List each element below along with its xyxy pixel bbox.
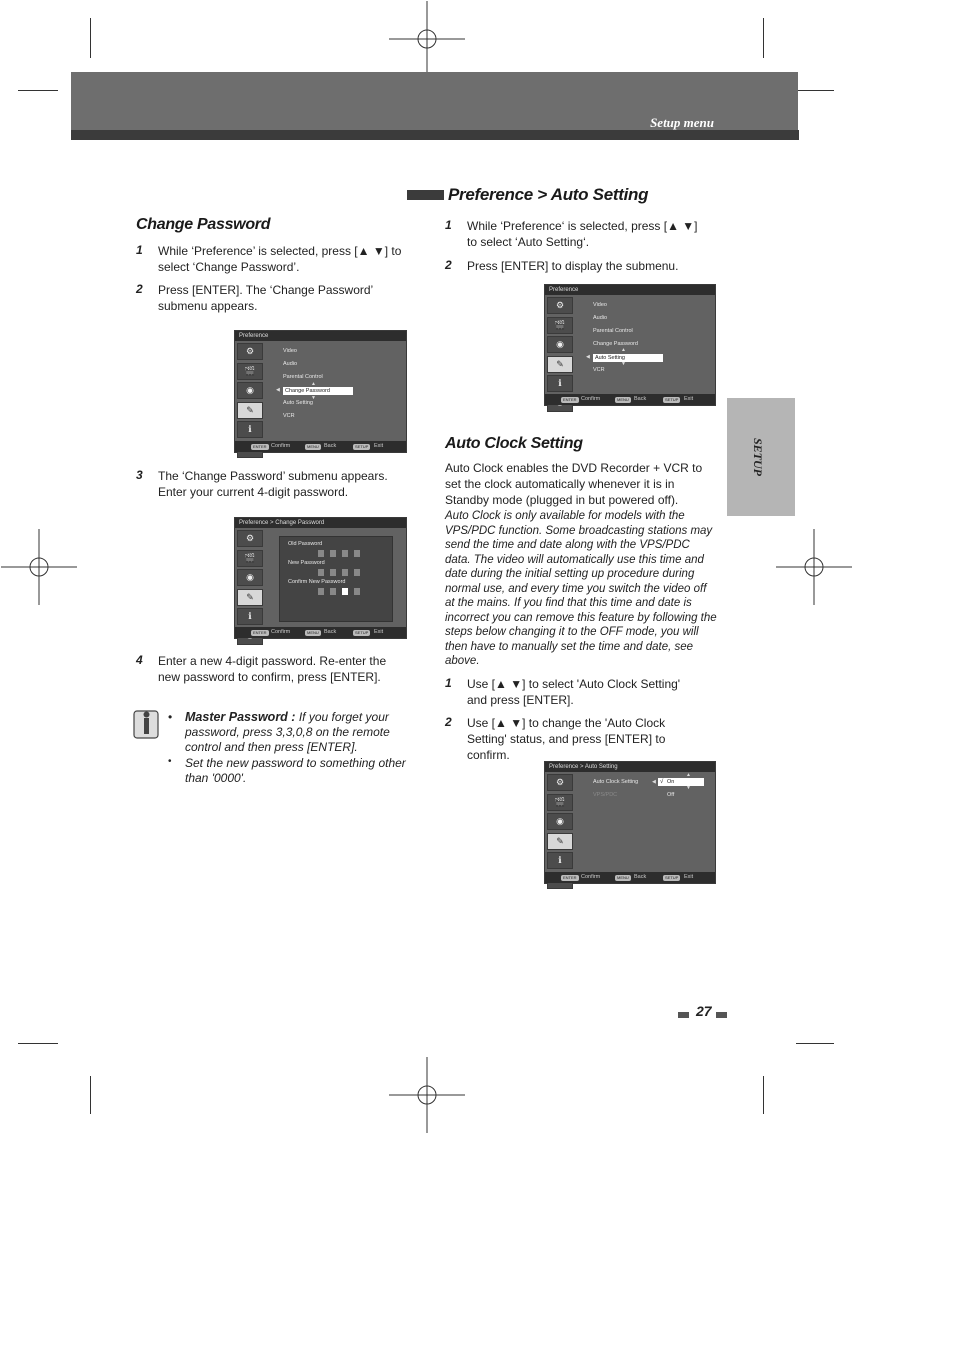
down-arrow-icon: ▼ (621, 361, 626, 367)
screen-title: Preference (235, 331, 406, 341)
note-text (185, 710, 407, 755)
disc-icon: ◉ (547, 813, 573, 830)
enter-label: Confirm (271, 443, 291, 449)
menu-item: VCR (593, 367, 605, 373)
step-number: 1 (445, 676, 452, 690)
crop-mark (90, 18, 91, 58)
password-digit (318, 588, 324, 595)
up-arrow-icon: ▲ (686, 772, 691, 778)
setup-label: Exit (374, 629, 384, 635)
setup-label: Exit (374, 443, 384, 449)
auto-clock-heading: Auto Clock Setting (445, 435, 583, 452)
page-number-marker (678, 1012, 689, 1018)
page-number: 27 (696, 1003, 712, 1019)
page-header-rule (71, 130, 799, 140)
master-password-title: Master Password : (185, 710, 296, 724)
crop-mark (763, 18, 764, 58)
crop-mark (90, 1076, 91, 1114)
registration-mark (1, 529, 77, 605)
step-number: 2 (445, 715, 452, 729)
setup-label: Exit (684, 396, 694, 402)
screen-footer (545, 872, 715, 883)
password-digit (342, 569, 348, 576)
disc-icon: ◉ (237, 569, 263, 586)
enter-label: Confirm (581, 396, 601, 402)
up-arrow-icon: ▲ (311, 381, 316, 387)
screen-footer (235, 627, 406, 638)
auto-clock-screen (544, 761, 716, 884)
note-info-icon (133, 708, 161, 740)
menu-item: VCR (283, 413, 295, 419)
info-icon: ℹ (547, 852, 573, 869)
down-arrow-icon: ▼ (686, 785, 691, 791)
note-bullet: • (168, 710, 173, 724)
enter-label: Confirm (581, 874, 601, 880)
password-panel (279, 536, 393, 622)
menu-key: MENU (617, 396, 629, 402)
step-text: While ‘Preference‘ is selected, press [▲ ▼] to select ‘Auto Setting‘. (467, 219, 698, 249)
step-number: 4 (136, 653, 143, 667)
preference-icon: ✎ (547, 833, 573, 850)
setup-key: SETUP (665, 874, 679, 880)
enter-key: ENTER (253, 629, 267, 635)
password-digit (318, 550, 324, 557)
menu-key: MENU (307, 629, 319, 635)
step-text: Enter a new 4-digit password. Re-enter the new password to confirm, press [ENTER]. (158, 654, 387, 684)
menu-label: Back (634, 874, 647, 880)
menu-list (283, 345, 353, 423)
screen-footer (235, 441, 406, 452)
side-tab-label: SETUP (751, 438, 765, 477)
step-text: Press [ENTER]. The ‘Change Password’ submenu appears. (158, 283, 373, 313)
screen-title: Preference (545, 285, 715, 295)
enter-key: ENTER (563, 396, 577, 402)
menu-item: Parental Control (283, 374, 323, 380)
password-digit (342, 588, 348, 595)
enter-label: Confirm (271, 629, 291, 635)
setup-label: Exit (684, 874, 694, 880)
setup-gears-icon: ⚙ (237, 343, 263, 360)
auto-setting-heading: Preference > Auto Setting (448, 185, 649, 204)
crop-mark (796, 1043, 834, 1044)
menu-item-selected: Change Password (283, 387, 353, 395)
info-icon: ℹ (237, 421, 263, 438)
disc-icon: ◉ (237, 382, 263, 399)
auto-clock-intro: Auto Clock enables the DVD Recorder + VCR to set the clock automatically whenever it is in Standby mode (plugged in but powered off). (445, 461, 703, 507)
menu-item: Video (283, 348, 297, 354)
setup-gears-icon: ⚙ (237, 530, 263, 547)
password-digit (318, 569, 324, 576)
left-arrow-icon: ◀ (652, 779, 656, 785)
menu-key: MENU (307, 443, 319, 449)
change-password-screen (234, 517, 407, 639)
change-password-heading: Change Password (136, 216, 271, 233)
menu-list (593, 299, 663, 377)
menu-item: Audio (283, 361, 298, 367)
password-digit (330, 550, 336, 557)
registration-mark (389, 1, 465, 77)
setting-value: On (667, 779, 675, 785)
menu-screen-change-password (234, 330, 407, 453)
step-text: The ‘Change Password’ submenu appears. Enter your current 4-digit password. (158, 469, 388, 499)
setup-key: SETUP (355, 443, 369, 449)
preference-icon: ✎ (547, 356, 573, 373)
password-digit (354, 550, 360, 557)
menu-label: Back (324, 629, 337, 635)
password-digit (354, 569, 360, 576)
menu-label: Back (634, 396, 647, 402)
screen-footer (545, 394, 715, 405)
step-text: Use [▲ ▼] to select 'Auto Clock Setting' and press [ENTER]. (467, 677, 681, 707)
registration-mark (776, 529, 852, 605)
left-arrow-icon: ◀ (276, 387, 280, 393)
up-arrow-icon: ▲ (621, 347, 626, 353)
setup-key: SETUP (355, 629, 369, 635)
screen-title: Preference > Change Password (235, 518, 406, 528)
preference-icon: ✎ (237, 589, 263, 606)
step-text: While ‘Preference’ is selected, press [▲ ▼] to select ‘Change Password’. (158, 244, 402, 274)
clapper-icon: 🎬 (237, 550, 263, 567)
setting-value-box (658, 778, 704, 786)
step-number: 3 (136, 468, 143, 482)
crop-mark (18, 90, 58, 91)
crop-mark (18, 1043, 58, 1044)
crop-mark (796, 90, 834, 91)
menu-item: Video (593, 302, 607, 308)
down-arrow-icon: ▼ (311, 395, 316, 401)
step-text: Use [▲ ▼] to change the 'Auto Clock Setting' status, and press [ENTER] to confirm. (467, 716, 666, 762)
menu-screen-auto-setting (544, 284, 716, 406)
menu-item: Parental Control (593, 328, 633, 334)
menu-item: Auto Setting (283, 400, 313, 406)
note-text: Set the new password to something other than '0000'. (185, 756, 406, 785)
info-icon: ℹ (237, 608, 263, 625)
disc-icon: ◉ (547, 336, 573, 353)
screen-title: Preference > Auto Setting (545, 762, 715, 772)
registration-mark (389, 1057, 465, 1133)
preference-icon: ✎ (237, 402, 263, 419)
setting-label: Auto Clock Setting (593, 779, 639, 785)
setup-gears-icon: ⚙ (547, 297, 573, 314)
menu-item-selected: Auto Setting (593, 354, 663, 362)
setup-key: SETUP (665, 396, 679, 402)
step-number: 1 (445, 218, 452, 232)
enter-key: ENTER (253, 443, 267, 449)
setup-side-tab (727, 398, 795, 516)
password-label: Confirm New Password (288, 579, 346, 585)
menu-label: Back (324, 443, 337, 449)
crop-mark (763, 1076, 764, 1114)
master-password-text: If you forget your password, press 3,3,0,8 on the remote control and then press [ENTER]. (185, 710, 390, 754)
page-number-marker (716, 1012, 727, 1018)
password-digit (342, 550, 348, 557)
menu-key: MENU (617, 874, 629, 880)
menu-item: Audio (593, 315, 608, 321)
menu-item: Change Password (593, 341, 638, 347)
check-icon: √ (660, 779, 664, 785)
setup-gears-icon: ⚙ (547, 774, 573, 791)
clapper-icon: 🎬 (547, 794, 573, 811)
password-label: New Password (288, 560, 325, 566)
clapper-icon: 🎬 (237, 363, 263, 380)
section-label: Setup menu (650, 115, 714, 130)
step-number: 1 (136, 243, 143, 257)
setting-label: VPS/PDC (593, 792, 618, 798)
left-arrow-icon: ◀ (586, 354, 590, 360)
enter-key: ENTER (563, 874, 577, 880)
password-digit (330, 569, 336, 576)
password-label: Old Password (288, 541, 323, 547)
step-number: 2 (445, 258, 452, 272)
password-digit (354, 588, 360, 595)
step-number: 2 (136, 282, 143, 296)
auto-clock-note: Auto Clock is only available for models with the VPS/PDC function. Some broadcasting stations may send the time and date along with the VPS/PDC data. The video will automatically use this time and date during the initial setting up procedure during normal use, and every time you switch the video off at the mains. If you find that this time and date is incorrect you can remove this feature by following the steps below changing it to the OFF mode, you will then have to manually set the time and date, see above. (445, 510, 717, 667)
setting-value: Off (667, 792, 675, 798)
password-digit (330, 588, 336, 595)
note-bullet: • (168, 756, 172, 767)
clapper-icon: 🎬 (547, 317, 573, 334)
info-icon: ℹ (547, 375, 573, 392)
step-text: Press [ENTER] to display the submenu. (467, 259, 679, 273)
heading-marker (407, 190, 444, 200)
